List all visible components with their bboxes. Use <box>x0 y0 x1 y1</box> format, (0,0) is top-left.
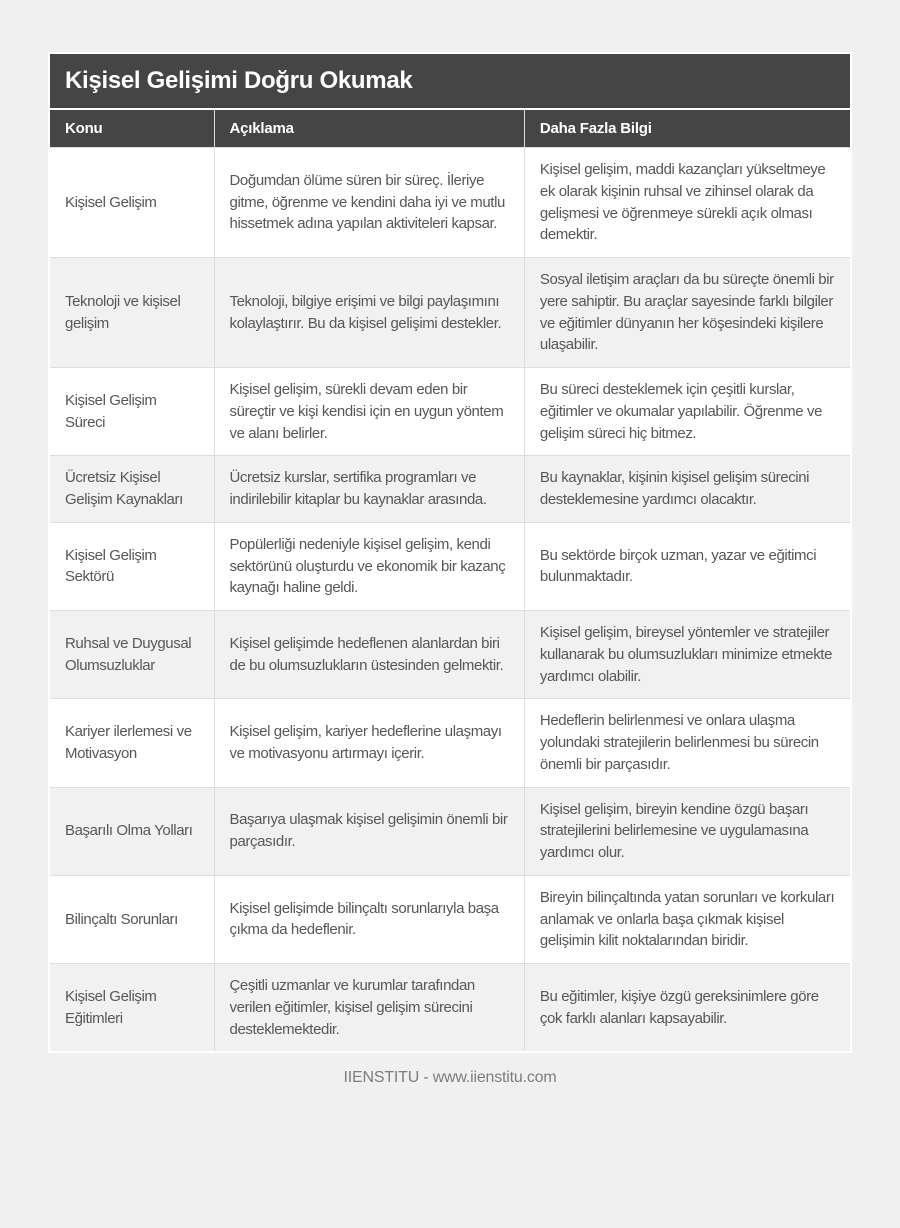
table-row <box>50 148 850 258</box>
cell-daha-fazla-bilgi: Bireyin bilinçaltında yatan sorunları ve korkuları anlamak ve onlarla başa çıkmak kişisel gelişimin kilit noktalarından biridir. <box>524 875 850 963</box>
cell-aciklama: Doğumdan ölüme süren bir süreç. İleriye gitme, öğrenme ve kendini daha iyi ve mutlu hissetmek adına yapılan aktiviteleri kapsar. <box>214 148 524 258</box>
table-row <box>50 875 850 963</box>
table-row <box>50 699 850 787</box>
cell-aciklama: Ücretsiz kurslar, sertifika programları ve indirilebilir kitaplar bu kaynaklar arasında. <box>214 456 524 523</box>
table-body <box>50 148 850 1052</box>
table-card <box>48 52 852 1053</box>
cell-aciklama: Kişisel gelişim, kariyer hedeflerine ulaşmayı ve motivasyonu artırmayı içerir. <box>214 699 524 787</box>
cell-daha-fazla-bilgi: Bu kaynaklar, kişinin kişisel gelişim sürecini desteklemesine yardımcı olacaktır. <box>524 456 850 523</box>
cell-aciklama: Başarıya ulaşmak kişisel gelişimin önemli bir parçasıdır. <box>214 787 524 875</box>
column-header-konu: Konu <box>50 110 214 148</box>
column-header-aciklama: Açıklama <box>214 110 524 148</box>
cell-konu: Bilinçaltı Sorunları <box>50 875 214 963</box>
cell-daha-fazla-bilgi: Hedeflerin belirlenmesi ve onlara ulaşma yolundaki stratejilerin belirlenmesi bu sürecin önemli bir parçasıdır. <box>524 699 850 787</box>
cell-konu: Kişisel Gelişim Eğitimleri <box>50 964 214 1052</box>
cell-konu: Başarılı Olma Yolları <box>50 787 214 875</box>
cell-aciklama: Kişisel gelişimde bilinçaltı sorunlarıyla başa çıkma da hedeflenir. <box>214 875 524 963</box>
table-row <box>50 787 850 875</box>
cell-aciklama: Popülerliği nedeniyle kişisel gelişim, kendi sektörünü oluşturdu ve ekonomik bir kazanç kaynağı haline geldi. <box>214 522 524 610</box>
cell-daha-fazla-bilgi: Bu sektörde birçok uzman, yazar ve eğitimci bulunmaktadır. <box>524 522 850 610</box>
table-row <box>50 964 850 1052</box>
cell-konu: Teknoloji ve kişisel gelişim <box>50 258 214 368</box>
cell-konu: Kişisel Gelişim <box>50 148 214 258</box>
cell-daha-fazla-bilgi: Bu süreci desteklemek için çeşitli kurslar, eğitimler ve okumalar yapılabilir. Öğrenme ve gelişim süreci hiç bitmez. <box>524 368 850 456</box>
cell-konu: Kişisel Gelişim Süreci <box>50 368 214 456</box>
cell-daha-fazla-bilgi: Kişisel gelişim, bireysel yöntemler ve stratejiler kullanarak bu olumsuzlukları minimize etmekte yardımcı olabilir. <box>524 611 850 699</box>
cell-konu: Kişisel Gelişim Sektörü <box>50 522 214 610</box>
cell-aciklama: Teknoloji, bilgiye erişimi ve bilgi paylaşımını kolaylaştırır. Bu da kişisel gelişimi destekler. <box>214 258 524 368</box>
page-title: Kişisel Gelişimi Doğru Okumak <box>50 54 850 108</box>
footer-text: IIENSTITU - www.iienstitu.com <box>343 1069 557 1087</box>
table-row <box>50 522 850 610</box>
personal-development-table <box>50 110 850 1051</box>
table-header <box>50 110 850 148</box>
cell-aciklama: Çeşitli uzmanlar ve kurumlar tarafından verilen eğitimler, kişisel gelişim sürecini desteklemektedir. <box>214 964 524 1052</box>
cell-konu: Ruhsal ve Duygusal Olumsuzluklar <box>50 611 214 699</box>
cell-daha-fazla-bilgi: Kişisel gelişim, bireyin kendine özgü başarı stratejilerini belirlemesine ve uygulamasına yardımcı olur. <box>524 787 850 875</box>
table-row <box>50 456 850 523</box>
cell-aciklama: Kişisel gelişim, sürekli devam eden bir süreçtir ve kişi kendisi için en uygun yöntem ve alanı belirler. <box>214 368 524 456</box>
table-row <box>50 258 850 368</box>
table-row <box>50 368 850 456</box>
cell-daha-fazla-bilgi: Sosyal iletişim araçları da bu süreçte önemli bir yere sahiptir. Bu araçlar sayesinde farklı bilgiler ve eğitimler dünyanın her köşesindeki kişilere ulaşabilir. <box>524 258 850 368</box>
cell-konu: Kariyer ilerlemesi ve Motivasyon <box>50 699 214 787</box>
cell-daha-fazla-bilgi: Bu eğitimler, kişiye özgü gereksinimlere göre çok farklı alanları kapsayabilir. <box>524 964 850 1052</box>
table-row <box>50 611 850 699</box>
header-row <box>50 110 850 148</box>
cell-aciklama: Kişisel gelişimde hedeflenen alanlardan biri de bu olumsuzlukların üstesinden gelmektir. <box>214 611 524 699</box>
cell-daha-fazla-bilgi: Kişisel gelişim, maddi kazançları yükseltmeye ek olarak kişinin ruhsal ve zihinsel olarak da gelişmesi ve öğrenmeye sürekli açık olması demektir. <box>524 148 850 258</box>
cell-konu: Ücretsiz Kişisel Gelişim Kaynakları <box>50 456 214 523</box>
column-header-daha-fazla-bilgi: Daha Fazla Bilgi <box>524 110 850 148</box>
page <box>0 52 900 1228</box>
